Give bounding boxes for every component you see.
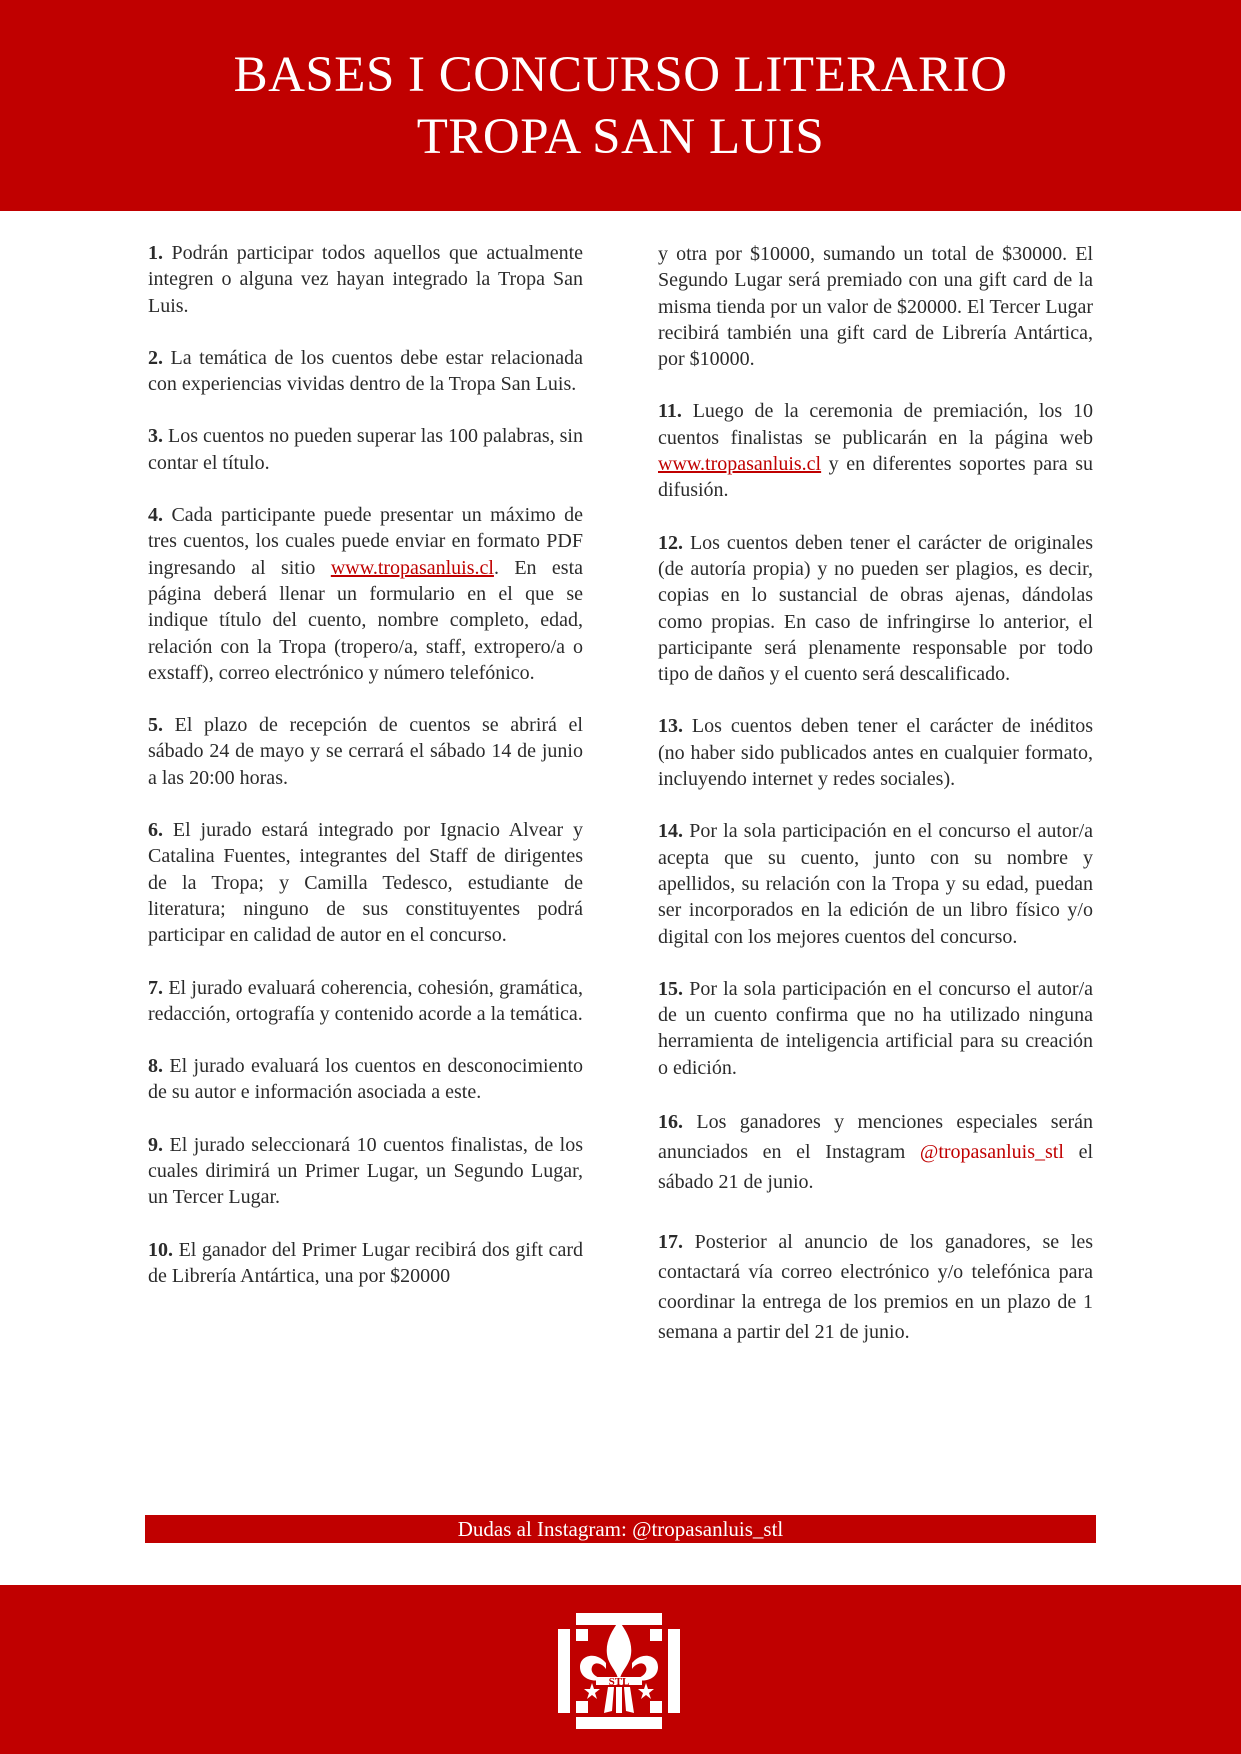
rule-6 — [148, 817, 583, 948]
rule-16 — [658, 1107, 1093, 1197]
rule-number: 11. — [658, 400, 682, 423]
rule-5 — [148, 712, 583, 791]
rule-text: . En esta página deberá llenar un formulario en el que se indique título del cuento, nombre completo, edad, relación con la Tropa (tropero/a, staff, extropero/a o exstaff), correo electrónico y número telefónico. — [148, 556, 584, 684]
rule-13 — [658, 713, 1093, 792]
rule-text: Cada participante puede presentar un máximo de tres cuentos, los cuales puede enviar en formato PDF ingresando al sitio — [148, 504, 583, 579]
rule-3 — [148, 423, 583, 476]
rule-number: 10. — [148, 1238, 173, 1261]
rule-10-continued — [658, 241, 1093, 372]
rule-17 — [658, 1227, 1093, 1347]
rule-number: 2. — [148, 346, 163, 369]
rule-number: 13. — [658, 715, 683, 738]
rule-text: Los cuentos no pueden superar las 100 palabras, sin contar el título. — [148, 425, 583, 474]
rule-14 — [658, 818, 1093, 949]
rule-number: 9. — [148, 1133, 163, 1156]
rule-4 — [148, 502, 583, 686]
rule-number: 6. — [148, 819, 163, 842]
rule-number: 3. — [148, 425, 163, 448]
rule-text: El jurado evaluará los cuentos en desconocimiento de su autor e información asociada a este. — [148, 1055, 584, 1104]
rule-text: Por la sola participación en el concurso el autor/a acepta que su cuento, junto con su nombre y apellidos, su relación con la Tropa y su edad, puedan ser incorporados en la edición de un libro físico y/o digital con los mejores cuentos del concurso. — [658, 820, 1094, 948]
page-title-line-2: TROPA SAN LUIS — [416, 108, 825, 165]
rule-text: Por la sola participación en el concurso el autor/a de un cuento confirma que no ha utilizado ninguna herramienta de inteligencia artificial para su creación o edición. — [658, 977, 1094, 1079]
rule-text: El jurado seleccionará 10 cuentos finalistas, de los cuales dirimirá un Primer Lugar, un Segundo Lugar, un Tercer Lugar. — [148, 1133, 584, 1209]
rule-text: y en diferentes soportes para su difusión. — [658, 453, 1093, 502]
footer-banner — [0, 1585, 1241, 1754]
rule-2 — [148, 345, 583, 398]
notice-text: Dudas al Instagram: @tropasanluis_stl — [457, 1516, 784, 1541]
rule-number: 15. — [658, 977, 683, 1000]
instagram-notice-bar — [145, 1515, 1096, 1543]
rule-text: Los ganadores y menciones especiales serán anunciados en el Instagram — [658, 1111, 1093, 1164]
rule-number: 4. — [148, 504, 163, 527]
rule-1 — [148, 240, 583, 319]
rule-text: El ganador del Primer Lugar recibirá dos gift card de Librería Antártica, una por $20000 — [148, 1238, 584, 1287]
rule-text: El plazo de recepción de cuentos se abrirá el sábado 24 de mayo y se cerrará el sábado 14 de junio a las 20:00 horas. — [148, 714, 583, 789]
rule-number: 1. — [148, 242, 163, 264]
rule-8 — [148, 1053, 583, 1106]
rule-11 — [658, 398, 1093, 503]
rule-number: 7. — [148, 976, 163, 999]
rule-number: 5. — [148, 714, 163, 737]
rule-text: y otra por $10000, sumando un total de $30000. El Segundo Lugar será premiado con una gift card de la misma tienda por un valor de $20000. El Tercer Lugar recibirá también una gift card de Librería Antártica, por $10000. — [658, 243, 1093, 371]
header-banner — [0, 0, 1241, 211]
rule-text: El jurado evaluará coherencia, cohesión, gramática, redacción, ortografía y contenido acorde a la temática. — [148, 976, 583, 1025]
page-title-line-1: BASES I CONCURSO LITERARIO — [233, 46, 1008, 103]
rule-10 — [148, 1237, 583, 1290]
rule-text: Posterior al anuncio de los ganadores, se les contactará vía correo electrónico y/o telefónica para coordinar la entrega de los premios en un plazo de 1 semana a partir del 21 de junio. — [658, 1231, 1093, 1344]
website-link[interactable]: www.tropasanluis.cl — [658, 453, 822, 476]
rule-9 — [148, 1132, 583, 1211]
rule-number: 12. — [658, 531, 683, 554]
rule-text: El jurado estará integrado por Ignacio Alvear y Catalina Fuentes, integrantes del Staff de dirigentes de la Tropa; y Camilla Tedesco, estudiante de literatura; ninguno de sus constituyentes podrá participar en calidad de autor en el concurso. — [148, 819, 584, 947]
rule-number: 14. — [658, 820, 683, 843]
rule-number: 16. — [658, 1111, 683, 1134]
rule-12 — [658, 530, 1093, 688]
scout-emblem-icon — [556, 1607, 684, 1735]
rule-text: Los cuentos deben tener el carácter de inéditos (no haber sido publicados antes en cualquier formato, incluyendo internet y redes sociales). — [658, 715, 1093, 791]
rule-7 — [148, 975, 583, 1028]
rules-column-left — [148, 240, 583, 1315]
rule-text: La temática de los cuentos debe estar relacionada con experiencias vividas dentro de la Tropa San Luis. — [148, 346, 583, 396]
rule-number: 17. — [658, 1231, 683, 1254]
rule-text: Luego de la ceremonia de premiación, los 10 cuentos finalistas se publicarán en la página web — [658, 400, 1093, 449]
rule-text: el sábado 21 de junio. — [658, 1141, 1093, 1194]
rule-text: Podrán participar todos aquellos que actualmente integren o alguna vez hayan integrado la Tropa San Luis. — [148, 242, 584, 317]
instagram-handle-link[interactable]: @tropasanluis_stl — [919, 1141, 1064, 1164]
rule-15 — [658, 976, 1093, 1081]
rules-column-right — [658, 241, 1093, 1377]
rule-text: Los cuentos deben tener el carácter de originales (de autoría propia) y no pueden ser plagios, es decir, copias en lo sustancial de obras ajenas, dándolas como propias. En caso de infringirse lo anterior, el participante será plenamente responsable por todo tipo de daños y el cuento será descalificado. — [658, 531, 1093, 686]
emblem-monogram: STL — [608, 1676, 630, 1688]
website-link[interactable]: www.tropasanluis.cl — [330, 556, 494, 579]
rule-number: 8. — [148, 1055, 163, 1078]
